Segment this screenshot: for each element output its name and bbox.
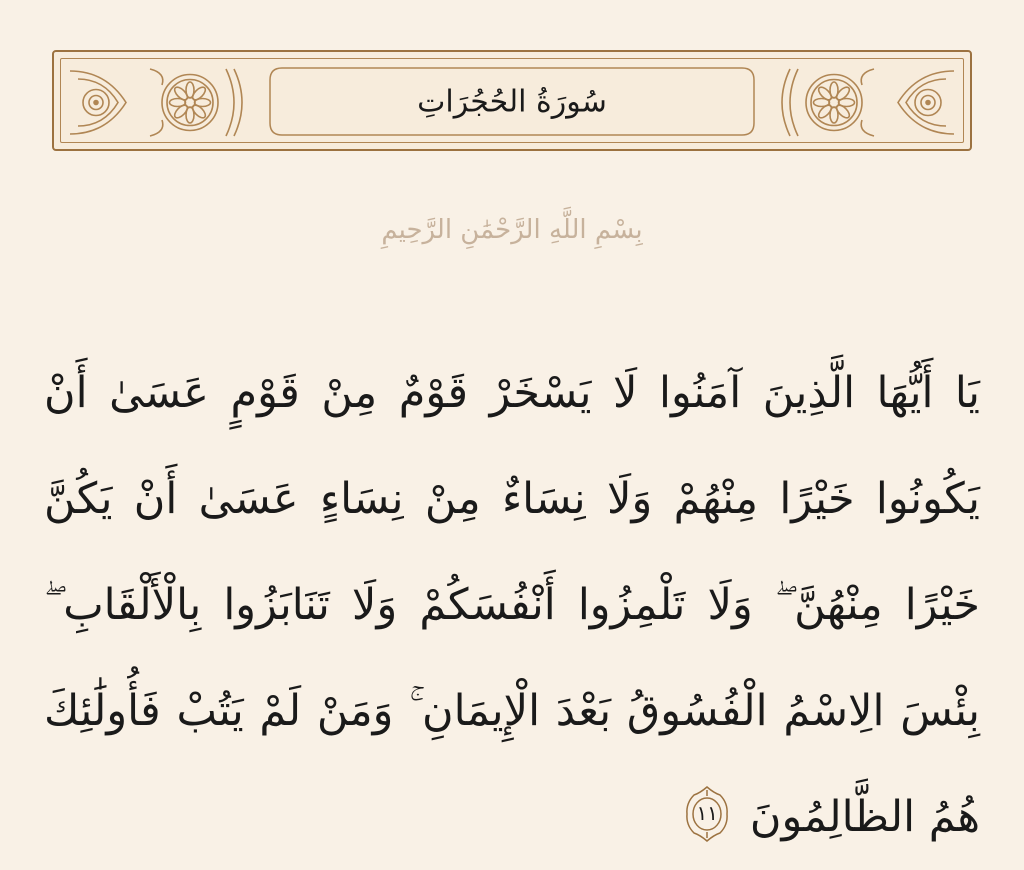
title-cartouche: [268, 66, 756, 137]
rosette-ornament-icon: [778, 65, 958, 140]
surah-title: سُورَةُ الحُجُرَاتِ: [417, 84, 607, 119]
verse-text-block: [44, 340, 980, 870]
ayah-number: ١١: [696, 801, 718, 825]
verse-text: يَا أَيُّهَا الَّذِينَ آمَنُوا لَا يَسْخَرْ قَوْمٌ مِنْ قَوْمٍ عَسَىٰ أَنْ يَكُونُوا خَيْرًا مِنْهُمْ وَلَا نِسَاءٌ مِنْ نِسَاءٍ عَسَىٰ أَنْ يَكُنَّ خَيْرًا مِنْهُنَّ ۖ وَلَا تَلْمِزُوا أَنْفُسَكُمْ وَلَا تَنَابَزُوا بِالْأَلْقَابِ ۖ بِئْسَ الِاسْمُ الْفُسُوقُ بَعْدَ الْإِيمَانِ ۚ وَمَنْ لَمْ يَتُبْ فَأُولَٰئِكَ هُمُ الظَّالِمُونَ: [44, 368, 980, 842]
rosette-ornament-icon: [66, 65, 246, 140]
ayah-end-marker: [684, 785, 730, 843]
surah-header-frame: [52, 50, 972, 151]
basmala: بِسْمِ اللَّهِ الرَّحْمَٰنِ الرَّحِيمِ: [381, 215, 643, 245]
